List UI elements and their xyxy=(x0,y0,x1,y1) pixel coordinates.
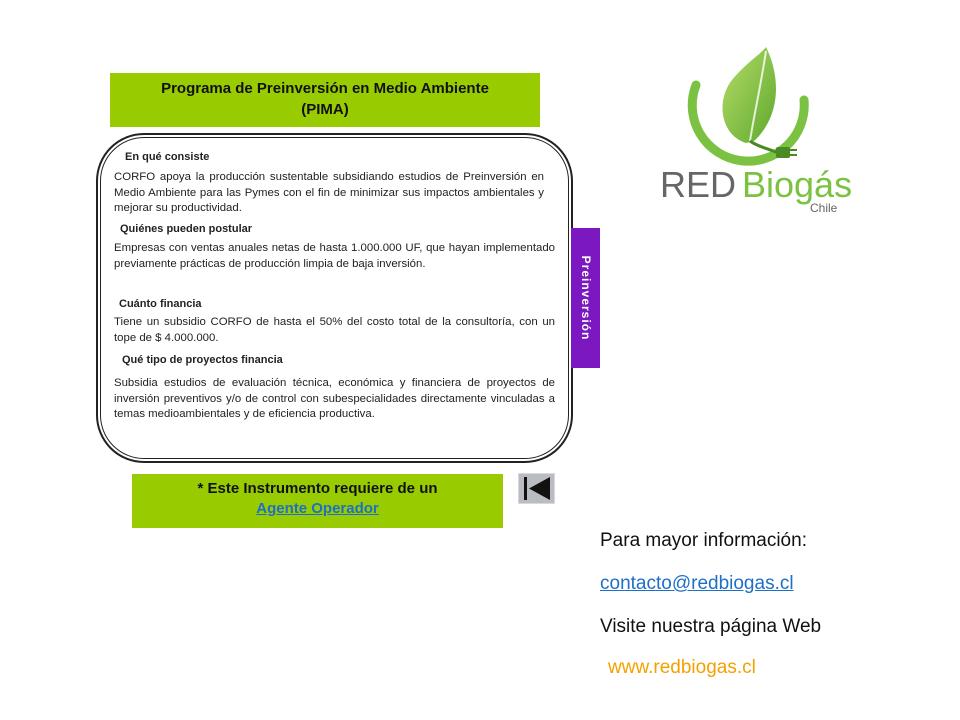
program-title-line2: (PIMA) xyxy=(301,101,349,118)
section-heading-who: Quiénes pueden postular xyxy=(120,223,253,235)
section-body-what: CORFO apoya la producción sustentable subsidiando estudios de Preinversión en Medio Ambiente para las Pymes con el fin de minimizar sus impactos ambientales y mejorar su productividad. xyxy=(114,171,544,214)
website-link[interactable]: www.redbiogas.cl xyxy=(608,657,756,678)
back-button[interactable] xyxy=(518,473,555,504)
agente-operador-link[interactable]: Agente Operador xyxy=(256,500,379,517)
section-heading-what: En qué consiste xyxy=(125,151,210,163)
section-body-how-much: Tiene un subsidio CORFO de hasta el 50% del costo total de la consultoría, con un tope de $ 4.000.000. xyxy=(114,316,555,344)
requirement-note-text: * Este Instrumento requiere de un xyxy=(197,480,438,497)
program-title-line1: Programa de Preinversión en Medio Ambiente xyxy=(161,80,489,97)
section-body-projects: Subsidia estudios de evaluación técnica, económica y financiera de proyectos de inversión preventivos y/o de control con subespecialidades directamente vinculadas a temas medioambientales y de eficiencia productiva. xyxy=(114,377,555,420)
visit-web-label: Visite nuestra página Web xyxy=(600,616,822,637)
requirement-note-box xyxy=(132,474,503,528)
logo-word-red: RED xyxy=(660,164,737,205)
logo-sub-chile: Chile xyxy=(810,201,838,215)
contact-heading: Para mayor información: xyxy=(600,530,807,551)
leaf-plug-icon xyxy=(650,45,860,225)
redbiogas-logo xyxy=(650,45,860,225)
contact-email-link[interactable]: contacto@redbiogas.cl xyxy=(600,573,794,594)
preinversion-tab-label: Preinversión xyxy=(578,255,593,341)
preinversion-tab[interactable] xyxy=(571,228,600,368)
skip-back-icon xyxy=(519,474,554,503)
section-heading-how-much: Cuánto financia xyxy=(119,298,202,310)
section-body-who: Empresas con ventas anuales netas de hasta 1.000.000 UF, que hayan implementado previamente prácticas de producción limpia de baja inversión. xyxy=(114,242,555,270)
section-heading-projects: Qué tipo de proyectos financia xyxy=(122,354,283,366)
logo-word-biogas: Biogás xyxy=(742,164,853,205)
program-title-box xyxy=(110,73,540,127)
